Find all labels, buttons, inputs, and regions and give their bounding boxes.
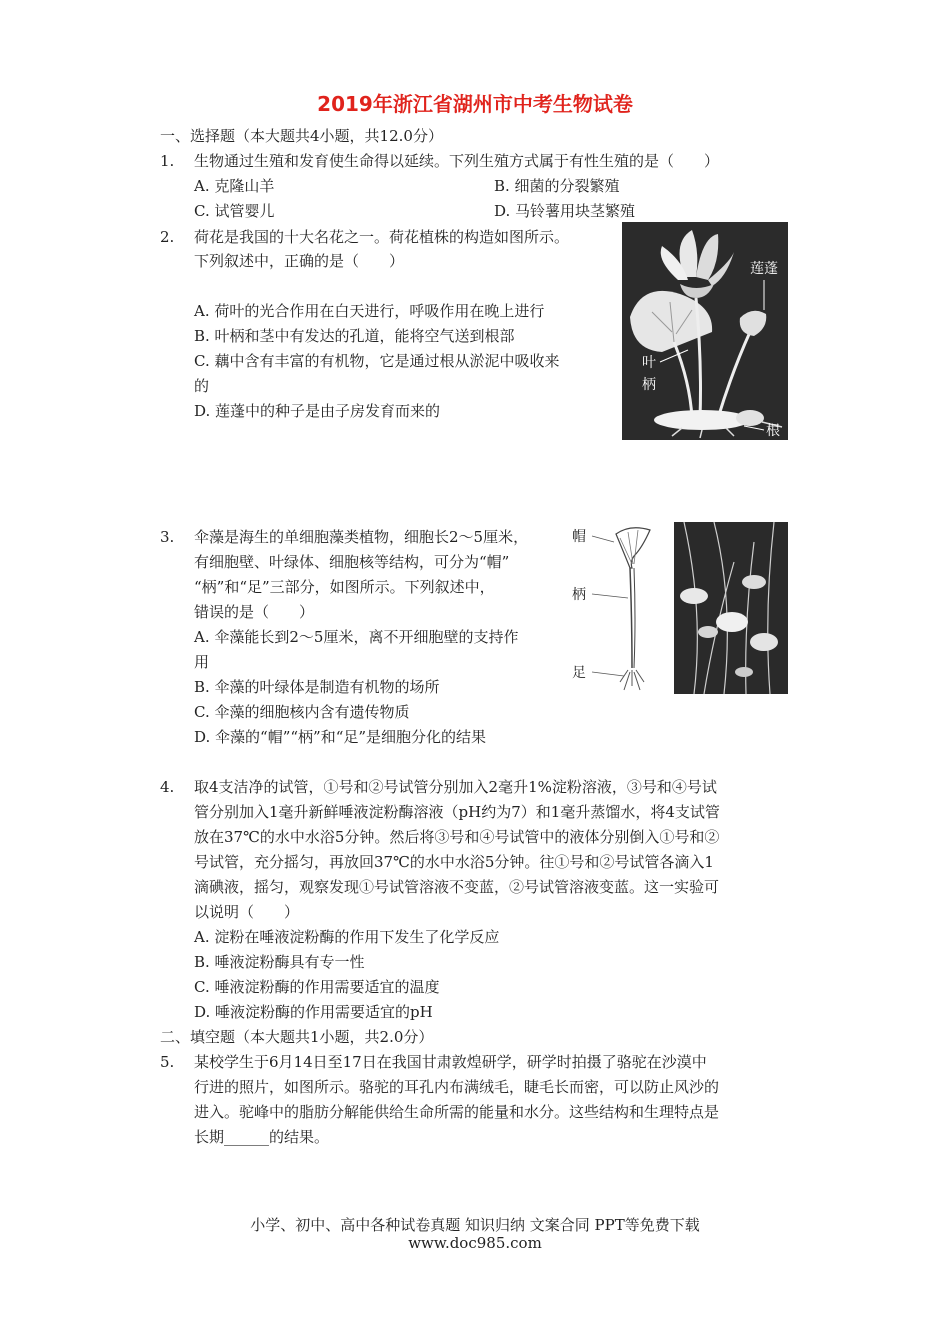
acetabularia-photo [674, 522, 788, 694]
option-c: C. 唾液淀粉酶的作用需要适宜的温度 [194, 978, 440, 996]
section-heading-choice: 一、选择题（本大题共4小题，共12.0分） [160, 127, 443, 145]
option-b: B. 唾液淀粉酶具有专一性 [194, 953, 365, 971]
question-number: 4. [160, 778, 175, 796]
question-number: 2. [160, 228, 175, 246]
question-number: 1. [160, 152, 175, 170]
question-stem: 某校学生于6月14日至17日在我国甘肃敦煌研学，研学时拍摄了骆驼在沙漠中 [194, 1053, 707, 1071]
figure-label-zu: 足 [572, 665, 586, 681]
option-c: C. 伞藻的细胞核内含有遗传物质 [194, 703, 410, 721]
footer-url[interactable]: www.doc985.com [408, 1234, 542, 1252]
option-a: A. 荷叶的光合作用在白天进行，呼吸作用在晚上进行 [194, 302, 545, 320]
option-a: A. 伞藻能长到2～5厘米，离不开细胞壁的支持作 [194, 628, 519, 646]
lotus-figure [622, 222, 788, 440]
acetabularia-diagram [570, 520, 666, 696]
question-stem: 管分别加入1毫升新鲜唾液淀粉酶溶液（pH约为7）和1毫升蒸馏水，将4支试管 [194, 803, 720, 821]
question-stem: “柄”和“足”三部分，如图所示。下列叙述中， [194, 578, 495, 596]
option-d: D. 唾液淀粉酶的作用需要适宜的pH [194, 1003, 433, 1021]
question-stem: 下列叙述中，正确的是（ ） [194, 252, 405, 270]
question-stem: 有细胞壁、叶绿体、细胞核等结构，可分为“帽” [194, 553, 510, 571]
figure-label-bing: 柄 [642, 377, 656, 393]
question-stem: 伞藻是海生的单细胞藻类植物，细胞长2～5厘米， [194, 528, 529, 546]
question-stem: 行进的照片，如图所示。骆驼的耳孔内布满绒毛，睫毛长而密，可以防止风沙的 [194, 1078, 720, 1096]
option-c: C. 试管婴儿 [194, 202, 275, 220]
option-c-cont: 的 [194, 377, 210, 395]
question-stem: 以说明（ ） [194, 903, 300, 921]
option-b: B. 叶柄和茎中有发达的孔道，能将空气送到根部 [194, 327, 515, 345]
option-c: C. 藕中含有丰富的有机物，它是通过根从淤泥中吸收来 [194, 352, 560, 370]
question-stem: 号试管，充分摇匀，再放回37℃的水中水浴5分钟。往①号和②号试管各滴入1 [194, 853, 714, 871]
question-stem: 错误的是（ ） [194, 603, 315, 621]
option-a: A. 克隆山羊 [194, 177, 275, 195]
figure-label-gen: 根 [766, 423, 780, 439]
section-heading-fill: 二、填空题（本大题共1小题，共2.0分） [160, 1028, 434, 1046]
question-stem: 长期______的结果。 [194, 1128, 330, 1146]
option-b: B. 伞藻的叶绿体是制造有机物的场所 [194, 678, 440, 696]
question-stem: 荷花是我国的十大名花之一。荷花植株的构造如图所示。 [194, 228, 570, 246]
figure-label-ye: 叶 [642, 355, 656, 371]
option-d: D. 伞藻的“帽”“柄”和“足”是细胞分化的结果 [194, 728, 487, 746]
option-a: A. 淀粉在唾液淀粉酶的作用下发生了化学反应 [194, 928, 500, 946]
question-number: 3. [160, 528, 175, 546]
question-stem: 取4支洁净的试管，①号和②号试管分别加入2毫升1%淀粉溶液，③号和④号试 [194, 778, 717, 796]
footer-text: 小学、初中、高中各种试卷真题 知识归纳 文案合同 PPT等免费下载 [250, 1216, 700, 1234]
option-d: D. 莲蓬中的种子是由子房发育而来的 [194, 402, 441, 420]
question-stem: 进入。驼峰中的脂肪分解能供给生命所需的能量和水分。这些结构和生理特点是 [194, 1103, 720, 1121]
question-number: 5. [160, 1053, 175, 1071]
figure-label-lianpeng: 莲蓬 [750, 261, 778, 277]
option-a-cont: 用 [194, 653, 210, 671]
option-b: B. 细菌的分裂繁殖 [494, 177, 620, 195]
option-d: D. 马铃薯用块茎繁殖 [494, 202, 636, 220]
page-title: 2019年浙江省湖州市中考生物试卷 [317, 92, 633, 116]
figure-label-bing: 柄 [572, 587, 586, 603]
question-stem: 放在37℃的水中水浴5分钟。然后将③号和④号试管中的液体分别倒入①号和② [194, 828, 720, 846]
figure-label-mao: 帽 [572, 529, 586, 545]
question-stem: 滴碘液，摇匀，观察发现①号试管溶液不变蓝，②号试管溶液变蓝。这一实验可 [194, 878, 720, 896]
question-stem: 生物通过生殖和发育使生命得以延续。下列生殖方式属于有性生殖的是（ ） [194, 152, 720, 170]
